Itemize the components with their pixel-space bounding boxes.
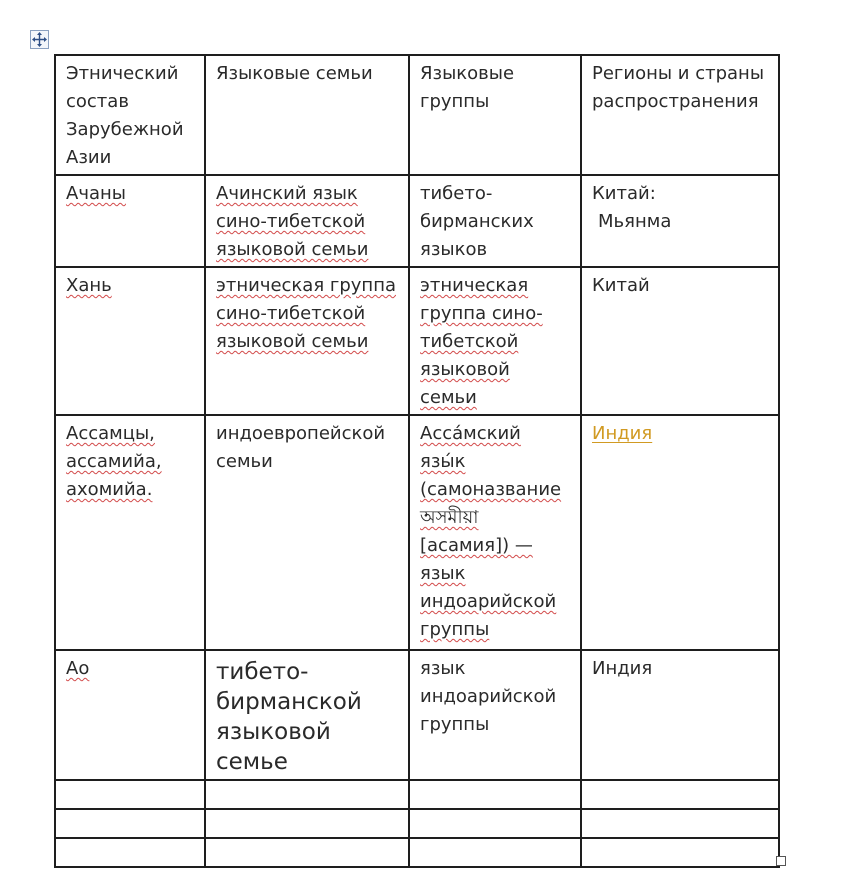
cell-text: Ао [66, 658, 90, 679]
cell-ethnic[interactable] [55, 175, 205, 267]
empty-cell[interactable] [581, 780, 779, 809]
cell-region[interactable]: Индия [581, 650, 779, 780]
table-row [55, 415, 779, 650]
ethnic-languages-table [54, 54, 780, 868]
empty-cell[interactable] [409, 838, 581, 867]
table-row [55, 267, 779, 415]
cell-text: этническая группа сино-тибетской языковой семьи [216, 275, 396, 352]
empty-table-row [55, 780, 779, 809]
empty-cell[interactable] [55, 838, 205, 867]
cell-family[interactable] [205, 650, 409, 780]
cell-ethnic[interactable] [55, 650, 205, 780]
table-move-handle-icon[interactable] [30, 30, 49, 49]
cell-family[interactable]: индоевропейской семьи [205, 415, 409, 650]
india-link[interactable]: Индия [592, 423, 653, 444]
cell-region[interactable] [581, 415, 779, 650]
cell-group[interactable] [409, 267, 581, 415]
cell-text: Хань [66, 275, 112, 296]
empty-cell[interactable] [409, 809, 581, 838]
empty-cell[interactable] [205, 838, 409, 867]
cell-region[interactable] [581, 175, 779, 267]
empty-table-row [55, 809, 779, 838]
table-header-row [55, 55, 779, 175]
cell-family[interactable] [205, 175, 409, 267]
header-language-families[interactable]: Языковые семьи [205, 55, 409, 175]
empty-cell[interactable] [55, 809, 205, 838]
header-language-groups[interactable]: Языковые группы [409, 55, 581, 175]
empty-table-row [55, 838, 779, 867]
cell-group[interactable] [409, 415, 581, 650]
empty-cell[interactable] [409, 780, 581, 809]
cell-script-text: অসমীয়া [420, 507, 479, 528]
cell-group[interactable]: язык индоарийской группы [409, 650, 581, 780]
cell-text: Мьянма [598, 211, 672, 232]
header-ethnic-composition[interactable]: Этнический состав Зарубежной Азии [55, 55, 205, 175]
header-regions-countries[interactable]: Регионы и страны распространения [581, 55, 779, 175]
empty-cell[interactable] [205, 780, 409, 809]
cell-region[interactable]: Китай [581, 267, 779, 415]
empty-cell[interactable] [581, 809, 779, 838]
cell-ethnic[interactable] [55, 267, 205, 415]
cell-text: тибето-бирманской языковой семье [216, 659, 362, 775]
cell-text: Ассамцы, ассамийа, ахомийа. [66, 423, 162, 500]
cell-text: Китай: [592, 183, 656, 204]
cell-ethnic[interactable] [55, 415, 205, 650]
cell-text: Асса́мский язы́к (самоназвание [420, 423, 562, 500]
empty-cell[interactable] [55, 780, 205, 809]
cell-text: этническая группа сино-тибетской языковой семьи [420, 275, 543, 408]
table-row [55, 175, 779, 267]
cell-text: Ачаны [66, 183, 126, 204]
empty-cell[interactable] [581, 838, 779, 867]
cell-text: Ачинский язык сино-тибетской языковой семьи [216, 183, 369, 260]
cell-group[interactable]: тибето-бирманских языков [409, 175, 581, 267]
cell-family[interactable] [205, 267, 409, 415]
empty-cell[interactable] [205, 809, 409, 838]
cell-text: [асамия]) — язык индоарийской группы [420, 535, 557, 640]
table-row [55, 650, 779, 780]
table-resize-handle-icon[interactable] [776, 856, 786, 866]
